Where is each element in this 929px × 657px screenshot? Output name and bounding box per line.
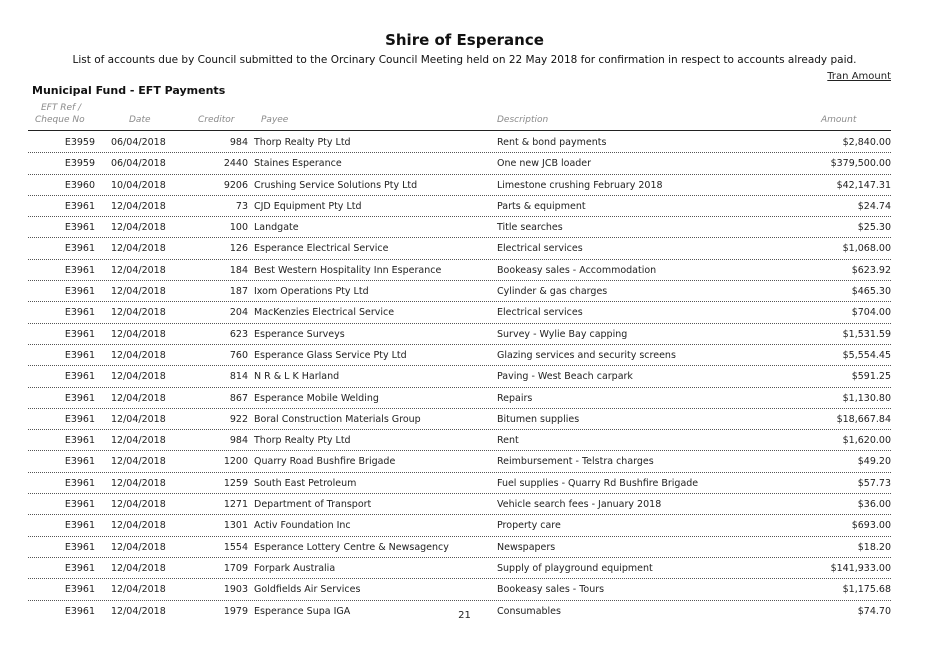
eft-ref: E3961 [64,286,95,298]
creditor-number: 1259 [223,477,248,489]
payment-amount: $465.30 [851,286,891,298]
payment-date: 12/04/2018 [111,200,166,212]
creditor-number: 1903 [223,584,248,596]
creditor-number: 1200 [223,456,248,468]
eft-ref: E3959 [64,137,95,148]
eft-ref: E3961 [64,499,95,511]
column-header-amount: Amount [821,115,857,125]
payee-name: Staines Esperance [254,158,342,170]
table-row [28,196,891,217]
payment-description: Paving - West Beach carpark [497,371,633,383]
eft-ref: E3961 [64,371,95,383]
creditor-number: 2440 [223,158,248,170]
column-header-payee: Payee [261,115,289,125]
payment-description: Repairs [497,392,533,404]
creditor-number: 922 [229,413,248,425]
creditor-number: 1709 [223,562,248,574]
payment-amount: $1,531.59 [842,328,891,340]
payment-date: 12/04/2018 [111,562,166,574]
payee-name: Boral Construction Materials Group [254,413,421,425]
payee-name: N R & L K Harland [254,371,340,383]
payment-date: 12/04/2018 [111,477,166,489]
eft-ref: E3961 [64,349,95,361]
payment-date: 06/04/2018 [111,137,166,148]
payee-name: Goldfields Air Services [254,584,361,596]
payment-description: Glazing services and security screens [497,349,676,361]
payee-name: MacKenzies Electrical Service [254,307,395,319]
payment-description: Bitumen supplies [497,413,580,425]
payment-description: Survey - Wylie Bay capping [497,328,628,340]
table-row [28,473,891,494]
creditor-number: 187 [229,286,248,298]
creditor-number: 867 [229,392,248,404]
payee-name: Esperance Glass Service Pty Ltd [254,349,407,361]
table-row [28,366,891,387]
payment-amount: $623.92 [851,264,891,276]
table-row [28,217,891,238]
payment-amount: $5,554.45 [842,349,891,361]
payment-description: Reimbursement - Telstra charges [497,456,654,468]
payment-description: Cylinder & gas charges [497,286,608,298]
payment-date: 12/04/2018 [111,286,166,298]
payments-table [28,132,891,621]
payment-description: Rent [497,435,519,447]
eft-ref: E3961 [64,392,95,404]
payment-amount: $1,620.00 [842,435,891,447]
creditor-number: 126 [229,243,248,255]
payee-name: CJD Equipment Pty Ltd [254,200,362,212]
payment-description: Consumables [497,605,561,617]
creditor-number: 9206 [223,179,248,191]
payment-date: 12/04/2018 [111,371,166,383]
payment-amount: $591.25 [851,371,891,383]
table-row [28,302,891,323]
payee-name: Best Western Hospitality Inn Esperance [254,264,442,276]
eft-ref: E3961 [64,456,95,468]
payment-date: 12/04/2018 [111,307,166,319]
payment-amount: $379,500.00 [830,158,891,170]
table-row [28,537,891,558]
creditor-number: 760 [229,349,248,361]
payment-date: 12/04/2018 [111,520,166,532]
eft-ref: E3961 [64,477,95,489]
column-header-description: Description [497,115,549,125]
payment-description: Electrical services [497,307,583,319]
payment-description: One new JCB loader [497,158,592,170]
payment-date: 06/04/2018 [111,158,166,170]
page-number: 21 [458,610,471,621]
payment-amount: $74.70 [857,605,891,617]
table-row [28,515,891,536]
eft-ref: E3961 [64,605,95,617]
column-header-date: Date [129,115,151,125]
payee-name: Quarry Road Bushfire Brigade [254,456,396,468]
eft-ref: E3961 [64,541,95,553]
payment-amount: $18.20 [857,541,891,553]
eft-ref: E3961 [64,328,95,340]
eft-ref: E3961 [64,413,95,425]
creditor-number: 814 [229,371,248,383]
eft-ref: E3961 [64,435,95,447]
payment-description: Title searches [497,222,563,234]
payment-date: 12/04/2018 [111,392,166,404]
payment-description: Newspapers [497,541,556,553]
table-row [28,260,891,281]
payment-description: Supply of playground equipment [497,562,653,574]
payment-date: 12/04/2018 [111,584,166,596]
payment-amount: $24.74 [857,200,891,212]
creditor-number: 1271 [223,499,248,511]
payment-date: 12/04/2018 [111,243,166,255]
payee-name: Department of Transport [254,499,372,511]
payment-description: Rent & bond payments [497,137,607,148]
payment-description: Bookeasy sales - Accommodation [497,264,657,276]
payee-name: Ixom Operations Pty Ltd [254,286,369,298]
payment-description: Limestone crushing February 2018 [497,179,663,191]
creditor-number: 184 [229,264,248,276]
payment-date: 12/04/2018 [111,541,166,553]
payment-date: 12/04/2018 [111,264,166,276]
payee-name: Thorp Realty Pty Ltd [254,435,351,447]
eft-ref: E3961 [64,584,95,596]
payment-amount: $18,667.84 [836,413,891,425]
payment-description: Bookeasy sales - Tours [497,584,605,596]
payment-amount: $49.20 [857,456,891,468]
creditor-number: 1301 [223,520,248,532]
table-row [28,153,891,174]
header-divider [28,130,891,131]
payment-date: 12/04/2018 [111,435,166,447]
payment-amount: $25.30 [857,222,891,234]
payment-description: Fuel supplies - Quarry Rd Bushfire Brigade [497,477,699,489]
payment-amount: $2,840.00 [842,137,891,148]
payment-date: 12/04/2018 [111,456,166,468]
payment-description: Vehicle search fees - January 2018 [497,499,662,511]
payment-date: 12/04/2018 [111,605,166,617]
eft-ref: E3959 [64,158,95,170]
table-row [28,388,891,409]
creditor-number: 984 [229,435,248,447]
payment-amount: $1,130.80 [842,392,891,404]
table-row [28,324,891,345]
payee-name: Crushing Service Solutions Pty Ltd [254,179,418,191]
table-row [28,430,891,451]
payment-date: 12/04/2018 [111,499,166,511]
section-title: Municipal Fund - EFT Payments [32,84,226,97]
column-header-ref-line2: Cheque No [35,115,85,125]
table-row [28,238,891,259]
creditor-number: 204 [229,307,248,319]
creditor-number: 73 [235,200,248,212]
table-row [28,494,891,515]
payee-name: Forpark Australia [254,562,336,574]
payee-name: Esperance Surveys [254,328,345,340]
eft-ref: E3961 [64,307,95,319]
table-row [28,281,891,302]
payee-name: Esperance Lottery Centre & Newsagency [254,541,449,553]
payee-name: South East Petroleum [254,477,357,489]
payment-amount: $1,175.68 [842,584,891,596]
payee-name: Thorp Realty Pty Ltd [254,137,351,148]
tran-amount-label: Tran Amount [827,71,891,82]
eft-ref: E3960 [64,179,95,191]
payment-amount: $704.00 [851,307,891,319]
creditor-number: 1979 [223,605,248,617]
payee-name: Esperance Supa IGA [254,605,351,617]
creditor-number: 623 [229,328,248,340]
payee-name: Activ Foundation Inc [254,520,351,532]
payment-amount: $693.00 [851,520,891,532]
payment-description: Property care [497,520,561,532]
eft-ref: E3961 [64,243,95,255]
eft-ref: E3961 [64,562,95,574]
payee-name: Landgate [254,222,299,234]
table-row [28,175,891,196]
payee-name: Esperance Electrical Service [254,243,389,255]
payment-amount: $42,147.31 [836,179,891,191]
report-subtitle: List of accounts due by Council submitted to the Orcinary Council Meeting held on 22 May 2018 for confirmation in respect to accounts already paid. [72,54,857,66]
payment-amount: $36.00 [857,499,891,511]
table-row [28,558,891,579]
table-row [28,132,891,153]
table-row [28,579,891,600]
eft-ref: E3961 [64,264,95,276]
table-row [28,409,891,430]
payment-date: 12/04/2018 [111,349,166,361]
payment-description: Electrical services [497,243,583,255]
payment-date: 12/04/2018 [111,328,166,340]
column-header-creditor: Creditor [198,115,235,125]
eft-ref: E3961 [64,222,95,234]
table-row [28,345,891,366]
table-row [28,451,891,472]
creditor-number: 100 [229,222,248,234]
creditor-number: 1554 [223,541,248,553]
column-header-ref-line1: EFT Ref / [41,103,82,113]
payment-description: Parts & equipment [497,200,586,212]
eft-ref: E3961 [64,200,95,212]
payment-date: 10/04/2018 [111,179,166,191]
payment-date: 12/04/2018 [111,413,166,425]
payment-amount: $1,068.00 [842,243,891,255]
payment-amount: $141,933.00 [830,562,891,574]
eft-ref: E3961 [64,520,95,532]
payee-name: Esperance Mobile Welding [254,392,379,404]
creditor-number: 984 [229,137,248,148]
report-title: Shire of Esperance [385,31,544,49]
payment-amount: $57.73 [857,477,891,489]
payment-date: 12/04/2018 [111,222,166,234]
